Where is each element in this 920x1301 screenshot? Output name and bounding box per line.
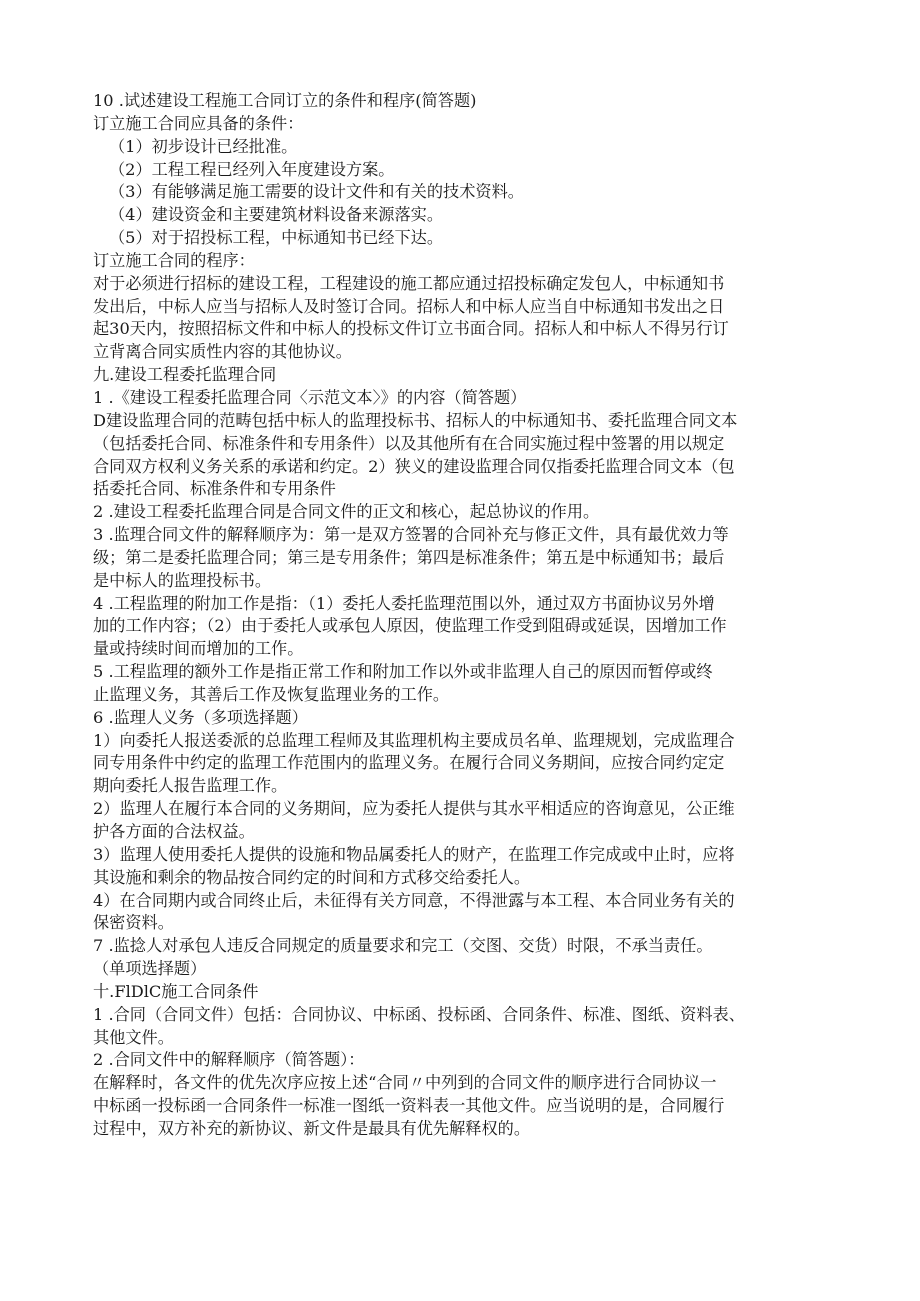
paragraph [93, 798, 828, 844]
text-line: 1 .《建设工程委托监理合同〈示范文本〉》的内容（简答题） [93, 387, 527, 407]
document-page [93, 90, 828, 1141]
paragraph-line: 发出后，中标人应当与招标人及时签订合同。招标人和中标人应当自中标通知书发出之日 [93, 296, 725, 316]
paragraph [93, 524, 828, 593]
paragraph-line: 护各方面的合法权益。 [93, 822, 255, 841]
paragraph-line: 对于必须进行招标的建设工程，工程建设的施工都应通过招投标确定发包人，中标通知书 [93, 273, 725, 293]
paragraph-line: 其他文件。 [93, 1027, 174, 1047]
paragraph-line: 1）向委托人报送委派的总监理工程师及其监理机构主要成员名单、监理规划，完成监理合 [93, 730, 735, 750]
paragraph-line: 2）监理人在履行本合同的义务期间，应为委托人提供与其水平相适应的咨询意见，公正维 [93, 799, 735, 819]
text-line: 2 .建设工程委托监理合同是合同文件的正文和核心，起总协议的作用。 [93, 502, 600, 522]
paragraph-line: 同专用条件中约定的监理工作范围内的监理义务。在履行合同义务期间，应按合同约定定 [93, 753, 725, 773]
paragraph-line: 合同双方权利义务关系的承诺和约定。2）狭义的建设监理合同仅指委托监理合同文本（包 [93, 456, 735, 476]
text-line: 订立施工合同的程序： [93, 250, 255, 270]
paragraph-line: 4 .工程监理的附加工作是指：（1）委托人委托监理范围以外，通过双方书面协议另外增 [93, 593, 715, 613]
paragraph-line: 保密资料。 [93, 913, 174, 933]
paragraph-line: 7 .监捻人对承包人违反合同规定的质量要求和完工（交图、交货）时限，不承当责任。 [93, 936, 713, 956]
paragraph-line: 3）监理人使用委托人提供的设施和物品属委托人的财产，在监理工作完成或中止时，应将 [93, 844, 735, 864]
paragraph-line: 期向委托人报告监理工作。 [93, 776, 288, 796]
paragraph-line: 在解释时，各文件的优先次序应按上述“合同〃中列到的合同文件的顺序进行合同协议一 [93, 1073, 717, 1093]
paragraph-line: 中标函一投标函一合同条件一标准一图纸一资料表一其他文件。应当说明的是，合同履行 [93, 1096, 725, 1116]
paragraph-line: D建设监理合同的范畴包括中标人的监理投标书、招标人的中标通知书、委托监理合同文本 [93, 410, 738, 430]
text-line: （1）初步设计已经批准。 [109, 136, 298, 156]
paragraph [93, 935, 828, 981]
paragraph [93, 1004, 828, 1050]
paragraph-line: 3 .监理合同文件的解释顺序为：第一是双方签署的合同补充与修正文件，具有最优效力等 [93, 525, 729, 545]
paragraph-line: （包括委托合同、标准条件和专用条件）以及其他所有在合同实施过程中签署的用以规定 [93, 433, 725, 453]
paragraph-line: 5 .工程监理的额外工作是指正常工作和附加工作以外或非监理人自己的原因而暂停或终 [93, 662, 713, 682]
paragraph-line: 加的工作内容；（2）由于委托人或承包人原因，使监理工作受到阻碍或延误，因增加工作 [93, 616, 727, 636]
text-line: （5）对于招投标工程，中标通知书已经下达。 [109, 228, 444, 248]
paragraph [93, 273, 828, 364]
paragraph-line: 4）在合同期内或合同终止后，未征得有关方同意，不得泄露与本工程、本合同业务有关的 [93, 890, 735, 910]
paragraph [93, 661, 828, 707]
text-line: 九.建设工程委托监理合同 [93, 365, 277, 385]
paragraph-line: 1 .合同（合同文件）包括：合同协议、中标函、投标函、合同条件、标准、图纸、资料表、 [93, 1004, 745, 1024]
text-line: （2）工程工程已经列入年度建设方案。 [109, 159, 395, 179]
paragraph-line: 过程中，双方补充的新协议、新文件是最具有优先解释权的。 [93, 1118, 531, 1138]
text-line: 6 .监理人义务（多项选择题） [93, 707, 308, 727]
text-line: 订立施工合同应具备的条件： [93, 113, 304, 133]
paragraph-line: 级；第二是委托监理合同；第三是专用条件；第四是标准条件；第五是中标通知书；最后 [93, 547, 725, 567]
text-line: 10 .试述建设工程施工合同订立的条件和程序(简答题) [93, 91, 477, 110]
paragraph-line: 立背离合同实质性内容的其他协议。 [93, 342, 352, 362]
paragraph-line: 其设施和剩余的物品按合同约定的时间和方式移交给委托人。 [93, 867, 531, 887]
paragraph-line: 括委托合同、标准条件和专用条件 [93, 479, 336, 499]
paragraph [93, 410, 828, 501]
text-line: 2 .合同文件中的解释顺序（简答题）： [93, 1050, 365, 1070]
paragraph-line: 止监理义务，其善后工作及恢复监理业务的工作。 [93, 684, 450, 704]
paragraph [93, 730, 828, 799]
paragraph-line: 量或持续时间而增加的工作。 [93, 639, 304, 659]
paragraph [93, 593, 828, 662]
paragraph-line: 起30天内，按照招标文件和中标人的投标文件订立书面合同。招标人和中标人不得另行订 [93, 319, 729, 339]
paragraph-line: （单项选择题） [93, 959, 207, 979]
paragraph-line: 是中标人的监理投标书。 [93, 570, 272, 590]
paragraph [93, 890, 828, 936]
paragraph [93, 1072, 828, 1141]
text-line: （3）有能够满足施工需要的设计文件和有关的技术资料。 [109, 182, 524, 202]
text-line: （4）建设资金和主要建筑材料设备来源落实。 [109, 205, 444, 225]
text-line: 十.FlDlC施工合同条件 [93, 981, 259, 1001]
paragraph [93, 844, 828, 890]
